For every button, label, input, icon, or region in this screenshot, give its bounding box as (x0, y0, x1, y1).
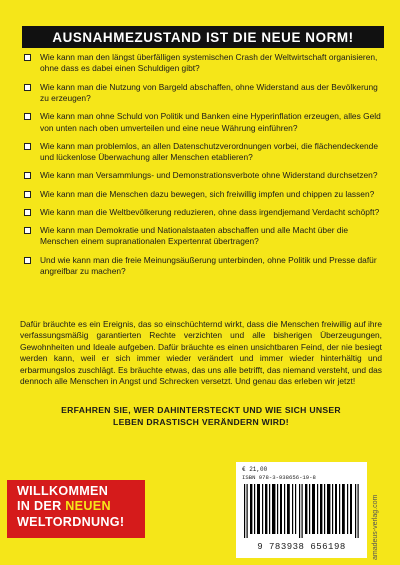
question-text: Wie kann man Demokratie und Nationalstaaten abschaffen und alle Macht über die Menschen einem supranationalen Expertenrat übertragen? (40, 225, 349, 247)
isbn-label: ISBN 978-3-938656-19-8 (242, 474, 316, 481)
barcode-icon (242, 484, 361, 538)
checkbox-bullet-icon (24, 172, 31, 179)
question-text: Wie kann man die Weltbevölkerung reduzieren, ohne dass irgendjemand Verdacht schöpft? (40, 206, 380, 217)
question-text: Wie kann man problemlos, an allen Datenschutzverordnungen vorbei, die flächendeckende und lückenlose Überwachung aller Menschen etablieren? (40, 140, 378, 163)
checkbox-bullet-icon (24, 113, 31, 120)
question-item (20, 189, 382, 200)
question-item (20, 225, 382, 248)
body-paragraph: Dafür bräuchte es ein Ereignis, das so einschüchternd wirkt, dass die Menschen freiwillig auf ihre verfassungsmäßig garantierten Rechte verzichten und alle bisherigen Überzeugungen, Gewohnheiten und Ideale aufgeben. Dafür bräuchte es einen unsichtbaren Feind, der nie besiegt werden kann, weil er sich immer wieder verändert und immer wieder hinterhältig und erbarmungslos zuschlägt. Es bräuchte etwas, das uns alle betrifft, das niemand versteht, und das dennoch alle Menschen in Angst und Schrecken versetzt. Und genau das erleben wir jetzt! (20, 319, 382, 387)
welcome-line: WELTORDNUNG! (17, 514, 125, 529)
cta-line: ERFAHREN SIE, WER DAHINTERSTECKT UND WIE SICH UNSER (61, 405, 341, 415)
barcode-digits: 9 783938 656198 (257, 542, 346, 552)
publisher-url: amadeus-verlag.com (372, 494, 379, 560)
question-text: Wie kann man die Menschen dazu bewegen, sich freiwillig impfen und chippen zu lassen? (40, 188, 375, 199)
welcome-line (17, 499, 145, 514)
question-item (20, 255, 382, 278)
question-item (20, 82, 382, 105)
question-list (20, 52, 382, 284)
question-item (20, 141, 382, 164)
welcome-highlight: NEUEN (65, 499, 111, 514)
barcode-box (236, 462, 367, 558)
checkbox-bullet-icon (24, 257, 31, 264)
welcome-prefix: IN DER (17, 499, 66, 514)
checkbox-bullet-icon (24, 227, 31, 234)
call-to-action (20, 405, 382, 428)
headline-banner: AUSNAHMEZUSTAND IST DIE NEUE NORM! (22, 26, 384, 48)
question-item (20, 170, 382, 181)
price-label: € 21,00 (242, 466, 268, 473)
question-text: Wie kann man die Nutzung von Bargeld abschaffen, ohne Widerstand aus der Bevölkerung zu erzeugen? (40, 81, 378, 104)
question-item (20, 52, 382, 75)
checkbox-bullet-icon (24, 143, 31, 150)
checkbox-bullet-icon (24, 54, 31, 61)
checkbox-bullet-icon (24, 191, 31, 198)
question-text: Wie kann man ohne Schuld von Politik und Banken eine Hyperinflation erzeugen, alles Geld von unten nach oben umverteilen und eine neue Währung einführen? (40, 111, 381, 133)
question-item (20, 111, 382, 134)
question-item (20, 207, 382, 218)
question-text: Und wie kann man die freie Meinungsäußerung unterbinden, ohne Politik und Presse dafür angreifbar zu machen? (40, 254, 377, 277)
question-text: Wie kann man den längst überfälligen systemischen Crash der Weltwirtschaft organisieren, ohne dass es dabei einen Schuldigen gibt? (40, 52, 378, 74)
checkbox-bullet-icon (24, 209, 31, 216)
welcome-box (7, 480, 145, 538)
cta-line: LEBEN DRASTISCH VERÄNDERN WIRD! (113, 416, 289, 427)
question-text: Wie kann man Versammlungs- und Demonstrationsverbote ohne Widerstand durchsetzen? (40, 170, 378, 181)
welcome-line: WILLKOMMEN (17, 484, 109, 498)
checkbox-bullet-icon (24, 84, 31, 91)
